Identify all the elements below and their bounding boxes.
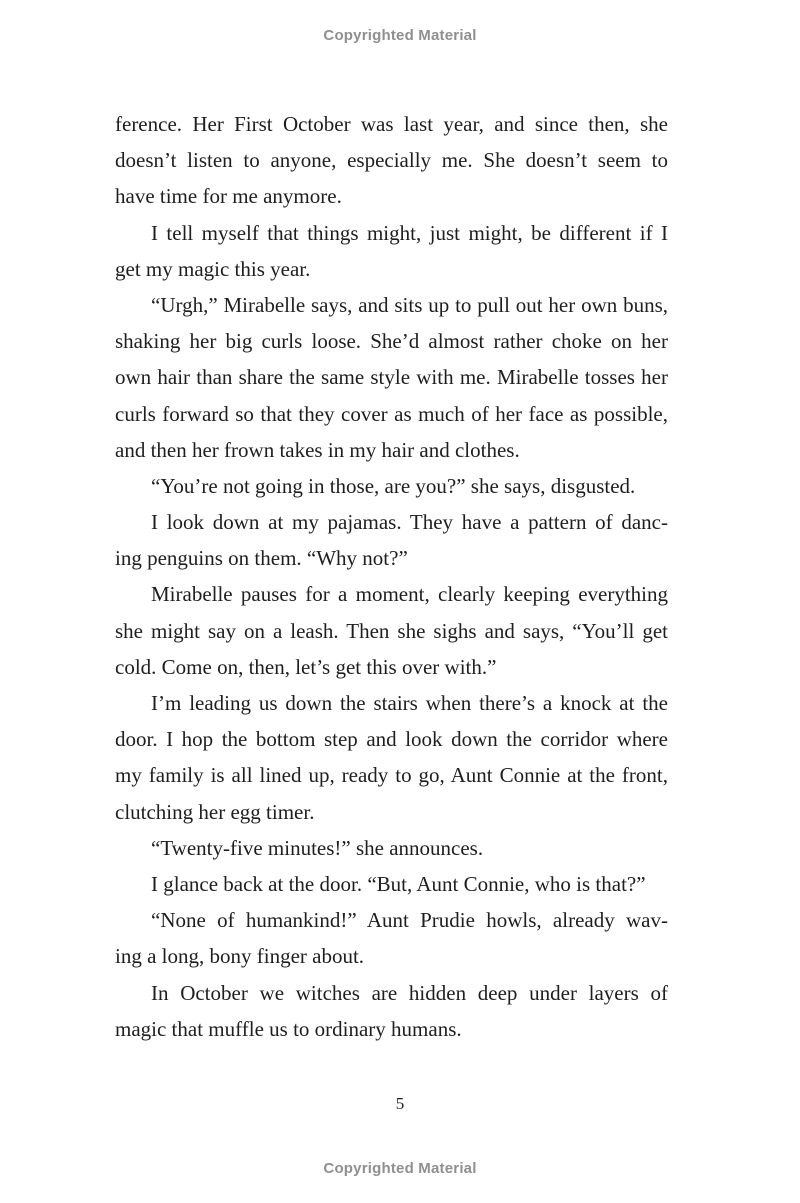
- text-line: I look down at my pajamas. They have a pattern of danc-: [151, 510, 668, 535]
- copyright-watermark-top: Copyrighted Material: [323, 27, 477, 44]
- text-line: cold. Come on, then, let’s get this over with.”: [115, 654, 497, 679]
- text-line: door. I hop the bottom step and look down the corridor where: [115, 727, 668, 752]
- page-number: 5: [395, 1094, 405, 1113]
- text-line: “Twenty-five minutes!” she announces.: [151, 835, 484, 860]
- text-line: and then her frown takes in my hair and clothes.: [115, 437, 520, 462]
- text-line: ing a long, bony finger about.: [115, 944, 365, 969]
- text-line: In October we witches are hidden deep under layers of: [151, 980, 668, 1005]
- text-line: own hair than share the same style with me. Mirabelle tosses her: [115, 365, 668, 390]
- text-line: I glance back at the door. “But, Aunt Connie, who is that?”: [151, 871, 646, 896]
- text-line: doesn’t listen to anyone, especially me. She doesn’t seem to: [115, 148, 668, 173]
- text-line: “You’re not going in those, are you?” she says, disgusted.: [151, 473, 636, 498]
- text-line: shaking her big curls loose. She’d almost rather choke on her: [115, 329, 668, 354]
- text-line: Mirabelle pauses for a moment, clearly keeping everything: [151, 582, 668, 607]
- text-line: get my magic this year.: [115, 256, 311, 281]
- text-line: I’m leading us down the stairs when there’s a knock at the: [151, 691, 668, 715]
- body-text: [115, 106, 668, 1047]
- text-line: “Urgh,” Mirabelle says, and sits up to pull out her own buns,: [151, 292, 668, 317]
- text-line: “None of humankind!” Aunt Prudie howls, already wav-: [151, 908, 668, 933]
- text-line: curls forward so that they cover as much of her face as possible,: [115, 401, 668, 426]
- text-line: my family is all lined up, ready to go, Aunt Connie at the front,: [115, 763, 668, 788]
- copyright-watermark-bottom: Copyrighted Material: [323, 1160, 477, 1177]
- text-line: ference. Her First October was last year, and since then, she: [115, 112, 668, 136]
- text-line: ing penguins on them. “Why not?”: [115, 546, 408, 571]
- text-line: I tell myself that things might, just might, be different if I: [151, 220, 668, 245]
- text-line: magic that muffle us to ordinary humans.: [115, 1016, 462, 1041]
- text-line: she might say on a leash. Then she sighs and says, “You’ll get: [115, 618, 668, 643]
- text-line: clutching her egg timer.: [115, 799, 315, 824]
- text-line: have time for me anymore.: [115, 184, 342, 209]
